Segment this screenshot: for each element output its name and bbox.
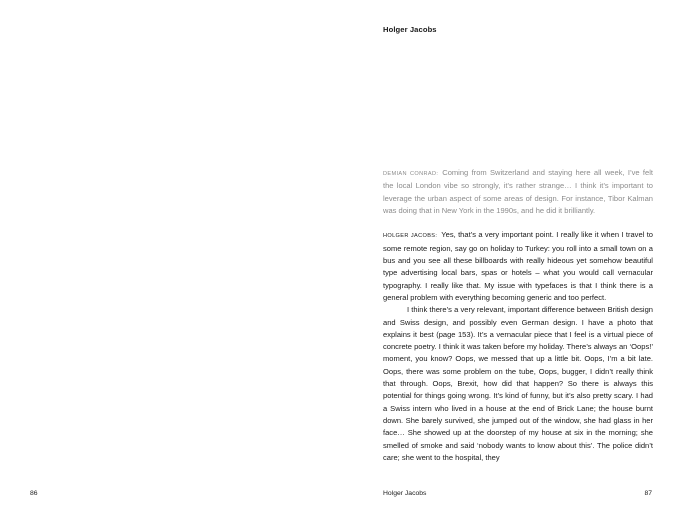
left-page-number: 86 xyxy=(30,490,38,497)
answer-paragraph xyxy=(383,229,653,304)
question-paragraph xyxy=(383,167,653,217)
answer-paragraph-2: I think there’s a very relevant, important difference between British design and Swiss design, and possibly even German design. I have a photo that explains it best (page 153). It’s a vernacular piece that I feel is a virtual piece of concrete poetry. I think it was taken before my holiday. There’s always an ‘Oops!’ moment, you know? Oops, we messed that up a little bit. Oops, I’m a bit late. Oops, there was some problem on the tube, Oops, bugger, I didn’t really think that through. Oops, Brexit, how did that happen? So there is always this potential for things going wrong. It’s kind of funny, but it’s also pretty scary. I had a Swiss intern who lived in a house at the end of Brick Lane; the house burnt down. She barely survived, she jumped out of the window, she had glass in her face… She showed up at the doorstep of my house at six in the morning; she smelled of smoke and said ‘nobody wants to know about this’. The police didn’t care; she went to the hospital, they xyxy=(383,305,653,462)
right-page xyxy=(340,0,680,524)
answer-text-1: Yes, that’s a very important point. I really like it when I travel to some remote region, say go on holiday to Turkey: you roll into a small town on a bus and you see all these billboards with really hideous yet somehow beautiful type advertising local bars, spas or hotels – what you would call vernacular typography. I really like that. My issue with typefaces is that I think there is a general problem with everything becoming generic and too perfect. xyxy=(383,230,653,302)
footer-title: Holger Jacobs xyxy=(383,490,427,497)
right-page-number: 87 xyxy=(644,490,652,497)
running-head: Holger Jacobs xyxy=(383,25,437,34)
speaker-label-conrad: DEMIAN CONRAD: xyxy=(383,171,439,177)
interview-text xyxy=(383,167,653,464)
speaker-label-jacobs: HOLGER JACOBS: xyxy=(383,233,438,240)
question-text: Coming from Switzerland and staying here all week, I’ve felt the local London vibe so strongly, it’s rather strange… I think it’s important to leverage the urban aspect of some areas of design. For instance, Tibor Kalman was doing that in New York in the 1990s, and he did it brilliantly. xyxy=(383,168,653,215)
